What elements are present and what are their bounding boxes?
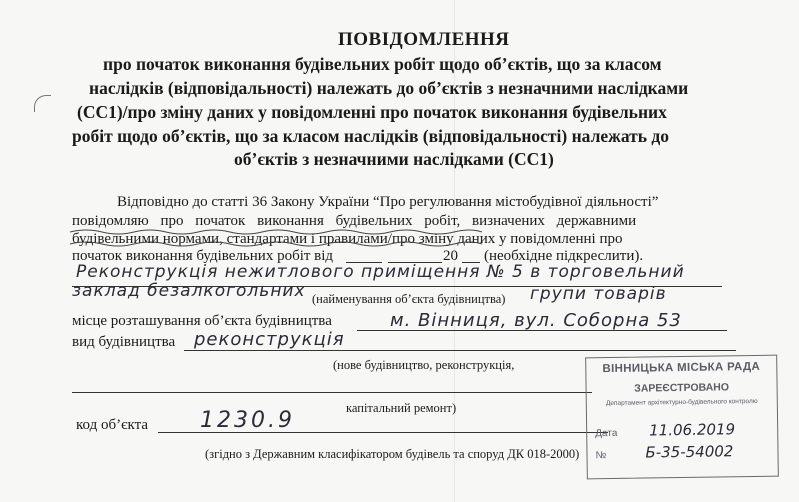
object-name-line-2b: групи товарів — [530, 284, 667, 304]
body-line-2: повідомляю про початок виконання будівельних робіт, визначених державними — [72, 213, 637, 229]
stamp-number-label: № — [595, 450, 607, 462]
type-value: реконструкція — [194, 329, 345, 350]
subtitle-line-3: (СС1)/про зміну даних у повідомленні про початок виконання будівельних — [77, 102, 667, 122]
subtitle-line-4: робіт щодо об’єктів, що за класом наслідків (відповідальності) належать до — [72, 126, 669, 146]
code-caption: (згідно з Державним класифікатором будівель та споруд ДК 018-2000) — [205, 447, 580, 461]
body-line-1: Відповідно до статті 36 Закону України “Про регулювання містобудівної діяльності” — [117, 194, 659, 210]
subtitle-line-1: про початок виконання будівельних робіт щодо об’єктів, що за класом — [103, 54, 662, 74]
body-line-3: будівельними нормами, стандартами і правилами/про зміну даних у повідомленні про — [72, 231, 623, 247]
object-name-caption: (найменування об’єкта будівництва) — [312, 292, 506, 306]
subtitle-line-5: об’єктів з незначними наслідками (СС1) — [234, 149, 554, 169]
subtitle-line-2: наслідків (відповідальності) належать до об’єктів з незначними наслідками — [89, 78, 689, 98]
type-underline — [184, 350, 736, 351]
stamp-line-1: ВІННИЦЬКА МІСЬКА РАДА — [602, 360, 761, 376]
stamp-date-label: Дата — [595, 427, 618, 440]
type-extra-underline — [72, 392, 592, 393]
type-label: вид будівництва — [72, 334, 176, 350]
location-value: м. Вінниця, вул. Соборна 53 — [390, 310, 682, 331]
object-name-line-1: Реконструкція нежитлового приміщення № 5 в торговельний — [76, 262, 685, 282]
stamp-line-3: Департамент архітектурно-будівельного контролю — [605, 397, 758, 408]
registration-stamp — [585, 355, 779, 480]
body-line-4-note: (необхідне підкреслити). — [484, 248, 644, 264]
punch-hole-mark — [34, 95, 51, 112]
handwritten-underline — [66, 228, 486, 248]
date-year-prefix: 20 — [443, 248, 458, 264]
code-label: код об’єкта — [76, 417, 149, 433]
type-caption-1: (нове будівництво, реконструкція, — [333, 358, 515, 372]
body-line-4: початок виконання будівельних робіт від — [72, 248, 334, 264]
location-label: місце розташування об’єкта будівництва — [72, 313, 332, 329]
stamp-date-value: 11.06.2019 — [649, 420, 736, 440]
object-name-line-2: заклад безалкогольних — [72, 281, 306, 301]
stamp-number-value: Б-35-54002 — [645, 442, 734, 462]
code-value: 1230.9 — [200, 408, 295, 433]
type-caption-2: капітальний ремонт) — [346, 401, 457, 415]
stamp-line-2: ЗАРЕЄСТРОВАНО — [634, 381, 730, 395]
document-title: ПОВІДОМЛЕННЯ — [338, 29, 510, 50]
